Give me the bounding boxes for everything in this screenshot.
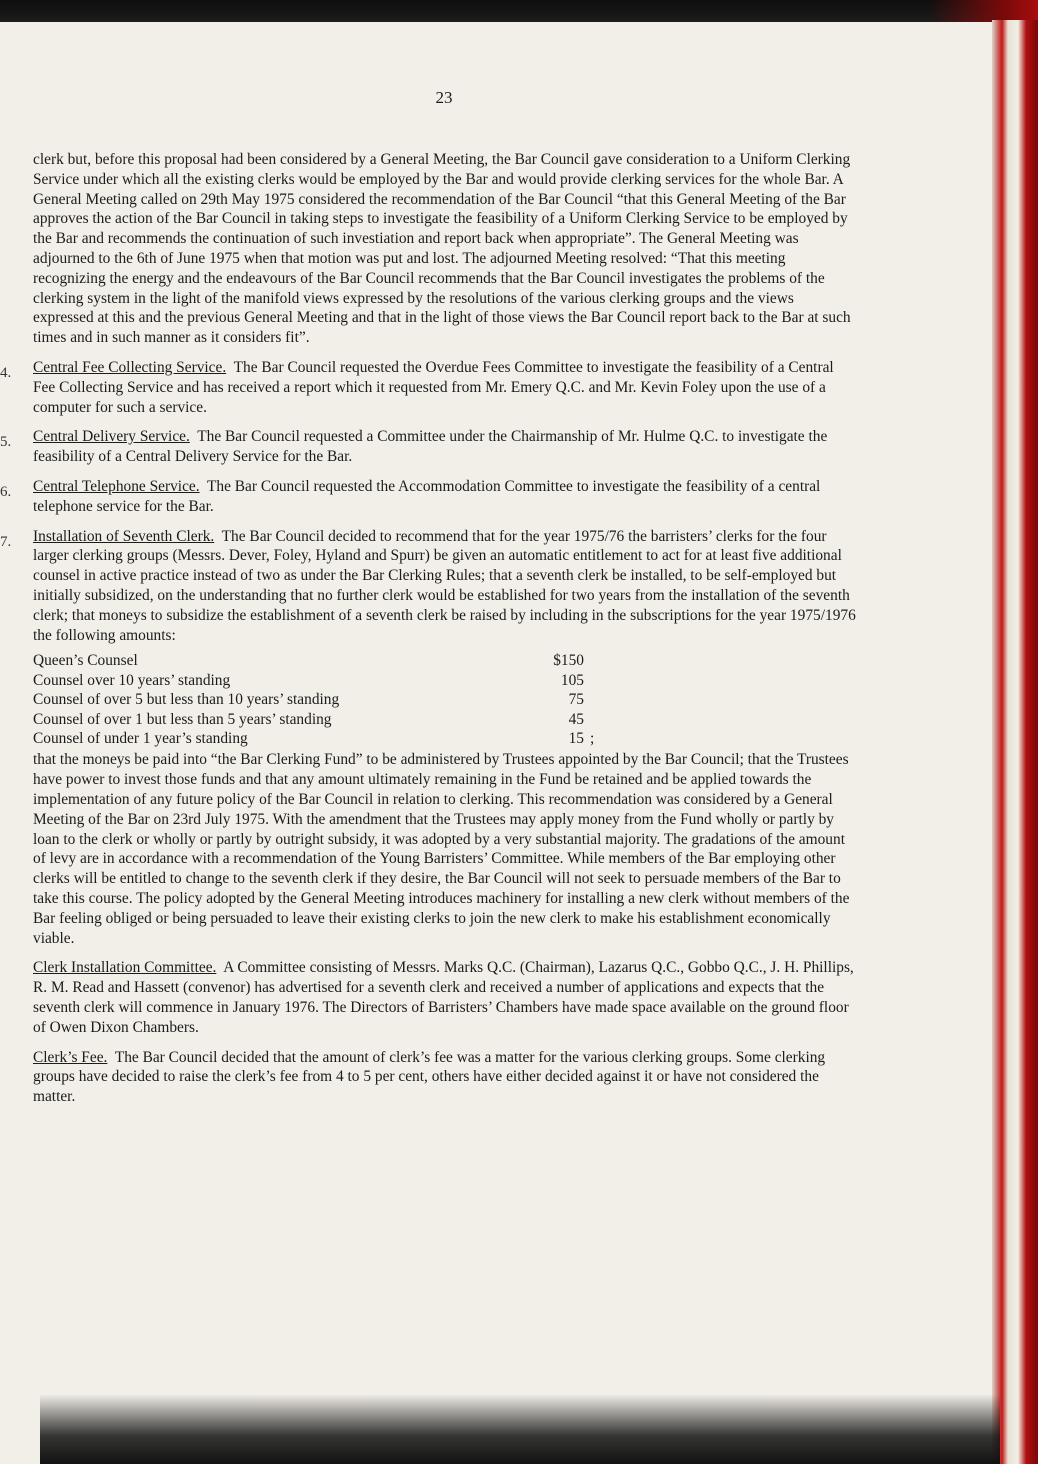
- table-row: [33, 651, 610, 670]
- table-row: [33, 690, 610, 709]
- item-clerks-fee: [33, 1048, 858, 1107]
- item-text: The Bar Council decided to recommend that for the year 1975/76 the barristers’ clerks for the four larger clerking groups (Messrs. Dever, Foley, Hyland and Spurr) be given an automatic entitlement to act for at least five additional counsel in active practice instead of two as under the Bar Clerking Rules; that a seventh clerk be installed, to be self-employed but initially subsidized, on the understanding that no further clerk would be established for two years from the installation of the seventh clerk; that moneys to subsidize the establishment of a seventh clerk be raised by including in the subscriptions for the year 1975/1976 the following amounts:: [33, 527, 856, 644]
- levy-punctuation: ;: [590, 729, 595, 747]
- binding-edge: [992, 20, 1038, 1464]
- item-heading: Central Fee Collecting Service.: [33, 358, 227, 376]
- levy-punctuation: [584, 651, 610, 670]
- item-text: The Bar Council requested the Overdue Fees Committee to investigate the feasibility of a Central Fee Collecting Service and has received a report which it requested from Mr. Emery Q.C. and Mr. Kevin Foley upon the use of a computer for such a service.: [33, 358, 834, 416]
- scan-bottom-shadow: [40, 1394, 1000, 1464]
- item-text: The Bar Council decided that the amount of clerk’s fee was a matter for the various clerking groups. Some clerking groups have decided to raise the clerk’s fee from 4 to 5 per cent, others have either decided against it or have not considered the matter.: [33, 1048, 826, 1106]
- levy-amount: 105: [560, 671, 584, 689]
- intro-paragraph: clerk but, before this proposal had been considered by a General Meeting, the Bar Council gave consideration to a Uniform Clerking Service under which all the existing clerks would be employed by the Bar and would provide clerking services for the whole Bar. A General Meeting called on 29th May 1975 considered the recommendation of the Bar Council “that this General Meeting of the Bar approves the action of the Bar Council in taking steps to investigate the feasibility of a Uniform Clerking Service to be employed by the Bar and recommends the continuation of such investiation and report back when appropriate”. The General Meeting was adjourned to the 6th of June 1975 when that motion was put and lost. The adjourned Meeting resolved: “That this meeting recognizing the energy and the endeavours of the Bar Council recommends that the Bar Council investigates the problems of the clerking system in the light of the manifold views expressed by the resolutions of the various clerking groups and the views expressed at this and the previous General Meeting and that in the light of those views the Bar Council report back to the Bar at such times and in such manner as it considers fit”.: [33, 151, 851, 347]
- item-number: 7.: [0, 533, 12, 550]
- levy-category: Counsel of over 5 but less than 10 years’ standing: [33, 691, 340, 709]
- table-row: [33, 729, 610, 748]
- item-central-telephone: [0, 477, 858, 517]
- subscription-levy-table: [33, 651, 610, 748]
- table-row: [33, 671, 610, 690]
- levy-punctuation: [584, 690, 610, 709]
- item-central-fee-collecting: [0, 358, 858, 417]
- item-central-delivery: [0, 427, 858, 467]
- item-number: 6.: [0, 483, 12, 500]
- item-number: 5.: [0, 434, 12, 451]
- levy-punctuation: [584, 710, 610, 729]
- levy-amount: $150: [553, 652, 584, 670]
- item-heading: Clerk Installation Committee.: [33, 959, 217, 977]
- item-continuation-text: that the moneys be paid into “the Bar Clerking Fund” to be administered by Trustees appointed by the Bar Council; that the Trustees have power to invest those funds and that any amount ultimately remaining in the Fund be retained and be applied towards the implementation of any future policy of the Bar Council in relation to clerking. This recommendation was considered by a General Meeting of the Bar on 23rd July 1975. With the amendment that the Trustees may apply money from the Fund wholly or partly by loan to the clerk or wholly or partly by outright subsidy, it was adopted by a very substantial majority. The gradations of the amount of levy are in accordance with a recommendation of the Young Barristers’ Committee. While members of the Bar employing other clerks will be entitled to change to the seventh clerk if they desire, the Bar Council will not seek to persuade members of the Bar to take this course. The policy adopted by the General Meeting introduces machinery for installing a new clerk without members of the Bar feeling obliged or being persuaded to leave their existing clerks to join the new clerk to make his establishment economically viable.: [33, 751, 850, 947]
- levy-category: Queen’s Counsel: [33, 652, 138, 670]
- item-heading: Installation of Seventh Clerk.: [33, 527, 215, 545]
- levy-category: Counsel over 10 years’ standing: [33, 671, 231, 689]
- item-text: The Bar Council requested a Committee under the Chairmanship of Mr. Hulme Q.C. to investigate the feasibility of a Central Delivery Service for the Bar.: [33, 428, 828, 466]
- item-text: The Bar Council requested the Accommodation Committee to investigate the feasibility of a central telephone service for the Bar.: [33, 477, 821, 515]
- item-seventh-clerk: [0, 527, 858, 949]
- levy-amount: 45: [568, 710, 584, 728]
- levy-category: Counsel of under 1 year’s standing: [33, 729, 248, 747]
- page-number: 23: [435, 88, 453, 107]
- page-body: [0, 150, 858, 1117]
- item-text: A Committee consisting of Messrs. Marks Q.C. (Chairman), Lazarus Q.C., Gobbo Q.C., J. H. Phillips, R. M. Read and Hassett (convenor) has advertised for a seventh clerk and received a number of applications and expects that the seventh clerk will commence in January 1976. The Directors of Barristers’ Chambers have made space available on the ground floor of Owen Dixon Chambers.: [33, 959, 854, 1036]
- item-clerk-installation-committee: [33, 958, 858, 1037]
- levy-amount: 75: [568, 691, 584, 709]
- item-number: 4.: [0, 364, 12, 381]
- item-heading: Clerk’s Fee.: [33, 1048, 108, 1066]
- levy-amount: 15: [568, 729, 584, 747]
- item-heading: Central Telephone Service.: [33, 477, 200, 495]
- item-heading: Central Delivery Service.: [33, 428, 190, 446]
- levy-category: Counsel of over 1 but less than 5 years’ standing: [33, 710, 332, 728]
- table-row: [33, 710, 610, 729]
- levy-punctuation: [584, 671, 610, 690]
